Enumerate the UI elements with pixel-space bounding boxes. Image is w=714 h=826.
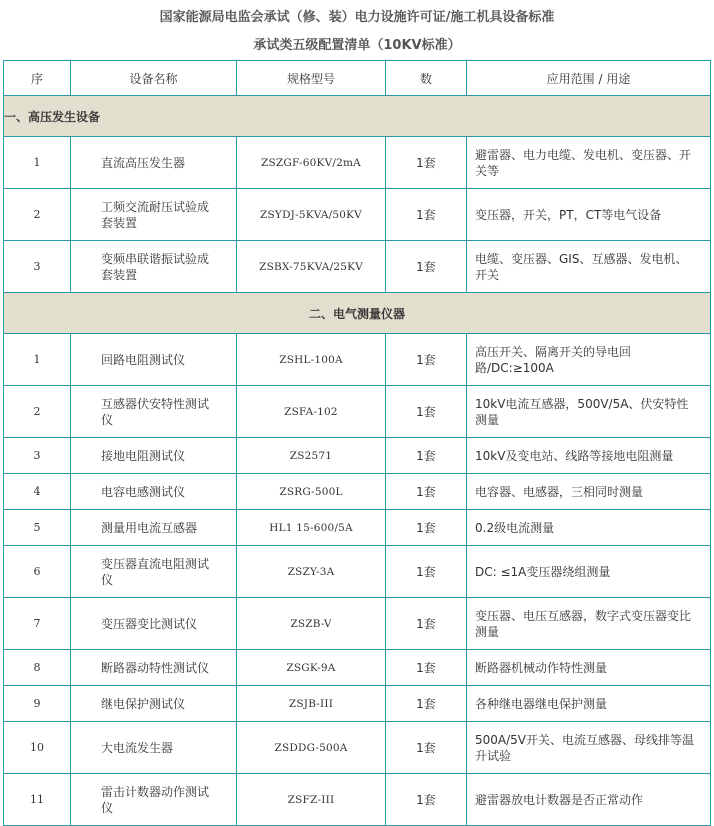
table-row bbox=[4, 774, 711, 826]
document-title: 国家能源局电监会承试（修、装）电力设施许可证/施工机具设备标准 bbox=[159, 10, 555, 25]
header-model: 规格型号 bbox=[237, 61, 386, 96]
cell-qty: 1套 bbox=[386, 650, 467, 686]
cell-model: ZSJB-III bbox=[237, 686, 386, 722]
cell-use: 电缆、变压器、GIS、互感器、发电机、开关 bbox=[467, 241, 711, 293]
cell-name: 变频串联谐振试验成套装置 bbox=[71, 241, 237, 293]
header-no: 序 bbox=[4, 61, 71, 96]
cell-name: 回路电阻测试仪 bbox=[71, 334, 237, 386]
cell-no: 1 bbox=[4, 334, 71, 386]
cell-model: ZSFZ-III bbox=[237, 774, 386, 826]
table-row bbox=[4, 650, 711, 686]
table-row bbox=[4, 334, 711, 386]
header-qty: 数 bbox=[386, 61, 467, 96]
section-row bbox=[4, 96, 711, 137]
cell-qty: 1套 bbox=[386, 137, 467, 189]
table-row bbox=[4, 598, 711, 650]
section-title: 一、高压发生设备 bbox=[4, 96, 711, 137]
cell-no: 6 bbox=[4, 546, 71, 598]
cell-name: 大电流发生器 bbox=[71, 722, 237, 774]
equipment-table bbox=[3, 60, 711, 826]
table-row bbox=[4, 722, 711, 774]
table-row bbox=[4, 386, 711, 438]
cell-no: 2 bbox=[4, 386, 71, 438]
cell-qty: 1套 bbox=[386, 438, 467, 474]
table-row bbox=[4, 189, 711, 241]
cell-name: 工频交流耐压试验成套装置 bbox=[71, 189, 237, 241]
cell-name: 雷击计数器动作测试仪 bbox=[71, 774, 237, 826]
cell-model: ZSZB-V bbox=[237, 598, 386, 650]
cell-use: 变压器、电压互感器，数字式变压器变比测量 bbox=[467, 598, 711, 650]
cell-name: 变压器变比测试仪 bbox=[71, 598, 237, 650]
cell-model: ZS2571 bbox=[237, 438, 386, 474]
cell-name: 电容电感测试仪 bbox=[71, 474, 237, 510]
table-row bbox=[4, 241, 711, 293]
cell-use: 10kV电流互感器，500V/5A、伏安特性测量 bbox=[467, 386, 711, 438]
document-subtitle: 承试类五级配置清单（10KV标准） bbox=[253, 38, 461, 53]
header-use: 应用范围 / 用途 bbox=[467, 61, 711, 96]
header-row bbox=[4, 61, 711, 96]
cell-qty: 1套 bbox=[386, 774, 467, 826]
cell-qty: 1套 bbox=[386, 334, 467, 386]
cell-no: 4 bbox=[4, 474, 71, 510]
table-row bbox=[4, 510, 711, 546]
header-name: 设备名称 bbox=[71, 61, 237, 96]
cell-qty: 1套 bbox=[386, 546, 467, 598]
section-row bbox=[4, 293, 711, 334]
table-row bbox=[4, 438, 711, 474]
cell-use: 各种继电器继电保护测量 bbox=[467, 686, 711, 722]
cell-qty: 1套 bbox=[386, 722, 467, 774]
table-row bbox=[4, 546, 711, 598]
cell-name: 断路器动特性测试仪 bbox=[71, 650, 237, 686]
cell-name: 变压器直流电阻测试仪 bbox=[71, 546, 237, 598]
section-title: 二、电气测量仪器 bbox=[4, 293, 711, 334]
cell-model: ZSGK-9A bbox=[237, 650, 386, 686]
cell-use: 避雷器放电计数器是否正常动作 bbox=[467, 774, 711, 826]
cell-name: 测量用电流互感器 bbox=[71, 510, 237, 546]
cell-name: 互感器伏安特性测试仪 bbox=[71, 386, 237, 438]
cell-no: 1 bbox=[4, 137, 71, 189]
cell-use: 避雷器、电力电缆、发电机、变压器、开关等 bbox=[467, 137, 711, 189]
cell-model: ZSFA-102 bbox=[237, 386, 386, 438]
cell-name: 继电保护测试仪 bbox=[71, 686, 237, 722]
cell-no: 3 bbox=[4, 241, 71, 293]
cell-use: DC: ≤1A变压器绕组测量 bbox=[467, 546, 711, 598]
table-row bbox=[4, 686, 711, 722]
cell-no: 9 bbox=[4, 686, 71, 722]
table-row bbox=[4, 137, 711, 189]
cell-no: 5 bbox=[4, 510, 71, 546]
cell-model: HL1 15-600/5A bbox=[237, 510, 386, 546]
cell-model: ZSRG-500L bbox=[237, 474, 386, 510]
cell-qty: 1套 bbox=[386, 386, 467, 438]
cell-model: ZSZY-3A bbox=[237, 546, 386, 598]
cell-qty: 1套 bbox=[386, 241, 467, 293]
cell-use: 500A/5V开关、电流互感器、母线排等温升试验 bbox=[467, 722, 711, 774]
cell-model: ZSZGF-60KV/2mA bbox=[237, 137, 386, 189]
cell-model: ZSBX-75KVA/25KV bbox=[237, 241, 386, 293]
cell-use: 电容器、电感器，三相同时测量 bbox=[467, 474, 711, 510]
cell-qty: 1套 bbox=[386, 474, 467, 510]
cell-no: 3 bbox=[4, 438, 71, 474]
cell-use: 高压开关、隔离开关的导电回路/DC:≥100A bbox=[467, 334, 711, 386]
table-row bbox=[4, 474, 711, 510]
cell-model: ZSYDJ-5KVA/50KV bbox=[237, 189, 386, 241]
cell-name: 接地电阻测试仪 bbox=[71, 438, 237, 474]
cell-qty: 1套 bbox=[386, 510, 467, 546]
cell-qty: 1套 bbox=[386, 686, 467, 722]
cell-name: 直流高压发生器 bbox=[71, 137, 237, 189]
cell-use: 断路器机械动作特性测量 bbox=[467, 650, 711, 686]
cell-no: 2 bbox=[4, 189, 71, 241]
cell-model: ZSDDG-500A bbox=[237, 722, 386, 774]
cell-no: 8 bbox=[4, 650, 71, 686]
cell-qty: 1套 bbox=[386, 189, 467, 241]
cell-use: 0.2级电流测量 bbox=[467, 510, 711, 546]
cell-no: 7 bbox=[4, 598, 71, 650]
cell-no: 10 bbox=[4, 722, 71, 774]
cell-use: 10kV及变电站、线路等接地电阻测量 bbox=[467, 438, 711, 474]
cell-model: ZSHL-100A bbox=[237, 334, 386, 386]
cell-no: 11 bbox=[4, 774, 71, 826]
cell-qty: 1套 bbox=[386, 598, 467, 650]
cell-use: 变压器，开关，PT，CT等电气设备 bbox=[467, 189, 711, 241]
